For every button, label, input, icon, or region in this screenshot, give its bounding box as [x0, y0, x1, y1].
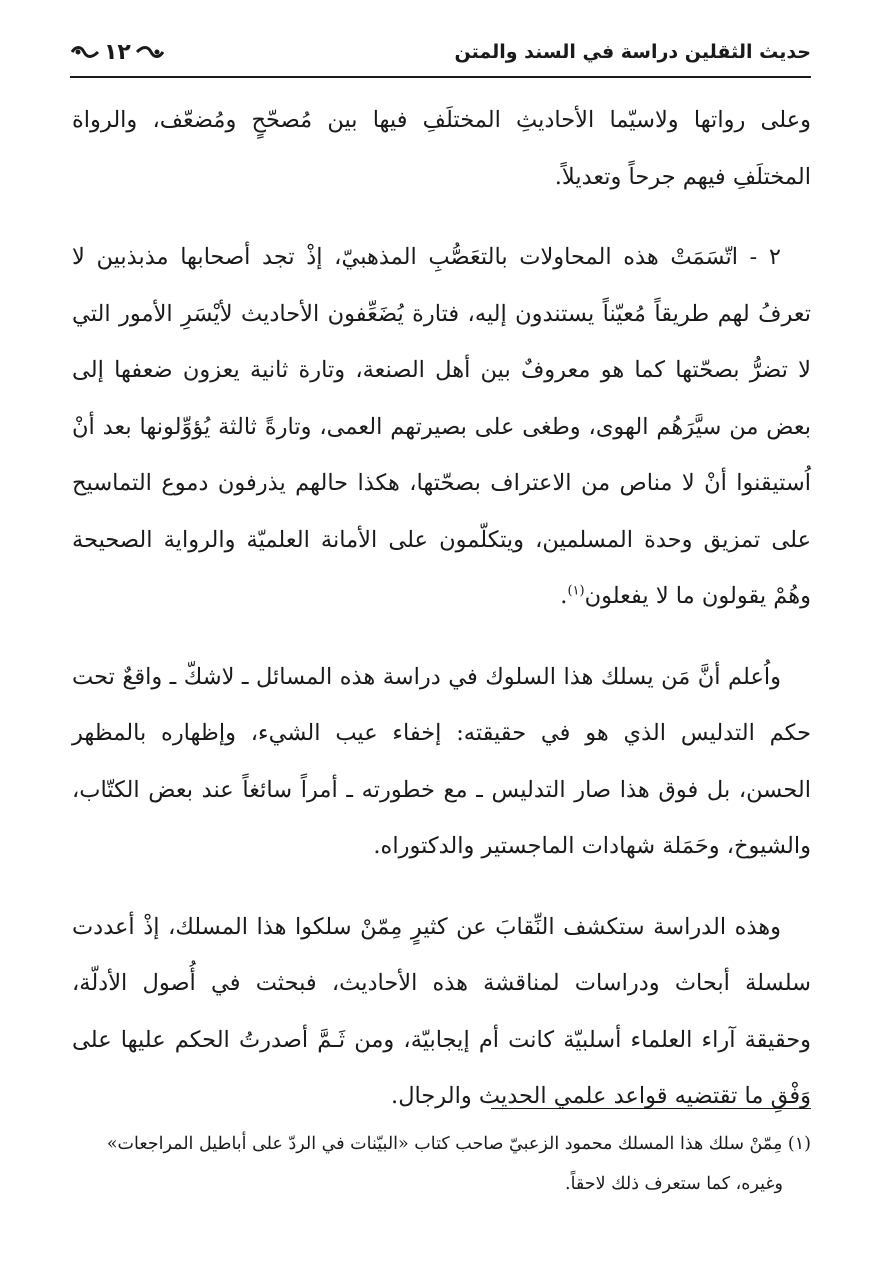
- running-header: [70, 30, 811, 74]
- main-text: [72, 92, 811, 1149]
- left-ornament-icon: [70, 45, 100, 59]
- page-number: ١٢: [104, 39, 131, 65]
- footnote-reference: (١): [567, 583, 585, 599]
- footnote-line-2: وغيره، كما ستعرف ذلك لاحقاً.: [565, 1174, 783, 1194]
- footnotes: [72, 1124, 811, 1204]
- paragraph-1: وعلى رواتها ولاسيّما الأحاديثِ المختلَفِ فيها بين مُصحّحٍ ومُضعّف، والرواة المختلَفِ فيهم جرحاً وتعديلاً.: [72, 107, 811, 190]
- footnote-line-1: (١) مِمّنْ سلك هذا المسلك محمود الزعبيّ صاحب كتاب «البيّنات في الردّ على أباطيل المراجعات»: [106, 1134, 811, 1154]
- paragraph-2: [72, 229, 811, 625]
- paragraph-3: واُعلم أنَّ مَن يسلك هذا السلوك في دراسة هذه المسائل ـ لاشكّ ـ واقعٌ تحت حكم التدليس الذي هو في حقيقته: إخفاء عيب الشيء، وإظهاره بالمظهر الحسن، بل فوق هذا صار التدليس ـ مع خطورته ـ أمراً سائغاً عند بعض الكتّاب، والشيوخ، وحَمَلة شهادات الماجستير والدكتوراه.: [72, 663, 811, 859]
- page-number-block: [70, 40, 165, 65]
- paragraph-2-end: .: [560, 583, 568, 609]
- paragraph-2-text: ٢ - اتّسَمَتْ هذه المحاولات بالتعَصُّبِ المذهبيّ، إذْ تجد أصحابها مذبذبين لا تعرفُ لهم طريقاً مُعيّناً يستندون إليه، فتارة يُضَعِّفون الأحاديث لأيْسَرِ الأمور التي لا تضرُّ بصحّتها كما هو معروفٌ بين أهل الصنعة، وتارة ثانية يعزون ضعفها إلى بعض من سيَّرَهُم الهوى، وطغى على بصيرتهم العمى، وتارةً ثالثة يُؤوِّلونها بعد أنْ اُستيقنوا أنْ لا مناص من الاعتراف بصحّتها، هكذا حالهم يذرفون دموع التماسيح على تمزيق وحدة المسلمين، ويتكلّمون على الأمانة العلميّة والرواية الصحيحة وهُمْ يقولون ما لا يفعلون: [72, 244, 811, 609]
- header-divider: [70, 76, 811, 78]
- running-header-title: حديث الثقلين دراسة في السند والمتن: [454, 41, 811, 63]
- footnote-divider: [491, 1108, 811, 1109]
- right-ornament-icon: [135, 45, 165, 59]
- paragraph-4: وهذه الدراسة ستكشف النِّقابَ عن كثيرٍ مِمّنْ سلكوا هذا المسلك، إذْ أعددت سلسلة أبحاث ودراسات لمناقشة هذه الأحاديث، فبحثت في أُصول الأدلّة، وحقيقة آراء العلماء أسلبيّة كانت أم إيجابيّة، ومن ثَـمَّ أصدرتُ الحكم عليها على وَفْقِ ما تقتضيه قواعد علمي الحديث والرجال.: [72, 913, 811, 1109]
